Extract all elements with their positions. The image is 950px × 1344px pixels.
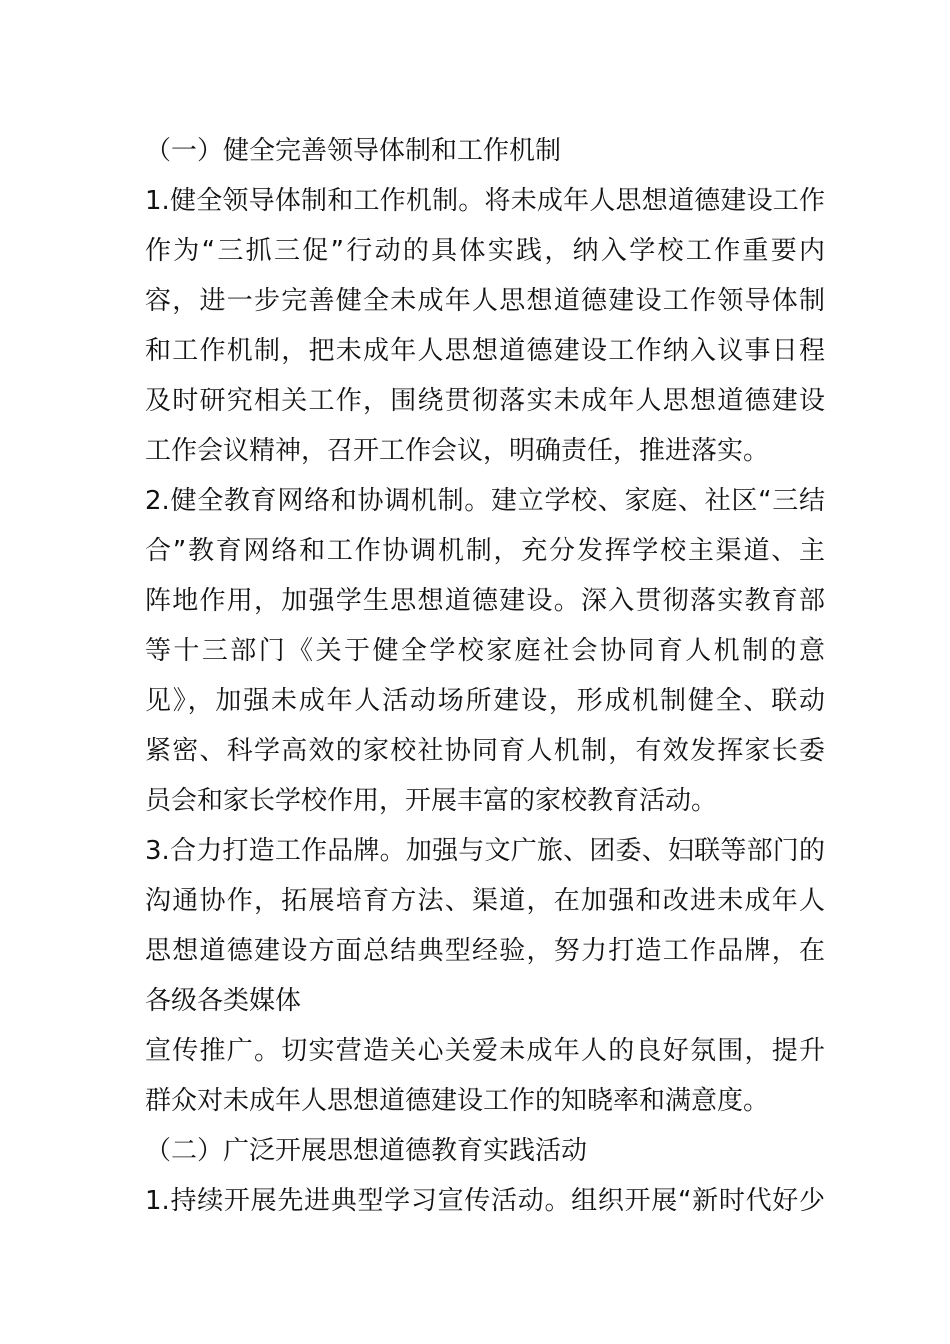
section-heading-1: （一）健全完善领导体制和工作机制	[145, 136, 562, 166]
paragraph-line: 沟通协作，拓展培育方法、渠道，在加强和改进未成年人	[145, 886, 825, 916]
paragraph-line: 群众对未成年人思想道德建设工作的知晓率和满意度。	[145, 1086, 770, 1116]
paragraph-line: 和工作机制，把未成年人思想道德建设工作纳入议事日程	[145, 336, 825, 366]
paragraph-line: 紧密、科学高效的家校社协同育人机制，有效发挥家长委	[145, 736, 825, 766]
paragraph-line: 见》，加强未成年人活动场所建设，形成机制健全、联动	[145, 686, 825, 716]
paragraph-line: 合”教育网络和工作协调机制，充分发挥学校主渠道、主	[145, 536, 825, 566]
paragraph-line: 作为“三抓三促”行动的具体实践，纳入学校工作重要内	[145, 236, 825, 266]
paragraph-line: 1.健全领导体制和工作机制。将未成年人思想道德建设工作	[145, 186, 825, 216]
paragraph-line: 3.合力打造工作品牌。加强与文广旅、团委、妇联等部门的	[145, 836, 825, 866]
paragraph-line: 各级各类媒体	[145, 986, 302, 1016]
paragraph-line: 阵地作用，加强学生思想道德建设。深入贯彻落实教育部	[145, 586, 825, 616]
section-heading-2: （二）广泛开展思想道德教育实践活动	[145, 1136, 588, 1166]
paragraph-line: 宣传推广。切实营造关心关爱未成年人的良好氛围，提升	[145, 1036, 825, 1066]
paragraph-line: 员会和家长学校作用，开展丰富的家校教育活动。	[145, 786, 718, 816]
paragraph-line: 2.健全教育网络和协调机制。建立学校、家庭、社区“三结	[145, 486, 825, 516]
paragraph-line: 等十三部门《关于健全学校家庭社会协同育人机制的意	[145, 636, 825, 666]
paragraph-line: 1.持续开展先进典型学习宣传活动。组织开展“新时代好少	[145, 1186, 825, 1216]
paragraph-line: 思想道德建设方面总结典型经验，努力打造工作品牌，在	[145, 936, 825, 966]
paragraph-line: 工作会议精神，召开工作会议，明确责任，推进落实。	[145, 436, 770, 466]
paragraph-line: 及时研究相关工作，围绕贯彻落实未成年人思想道德建设	[145, 386, 825, 416]
paragraph-line: 容，进一步完善健全未成年人思想道德建设工作领导体制	[145, 286, 825, 316]
